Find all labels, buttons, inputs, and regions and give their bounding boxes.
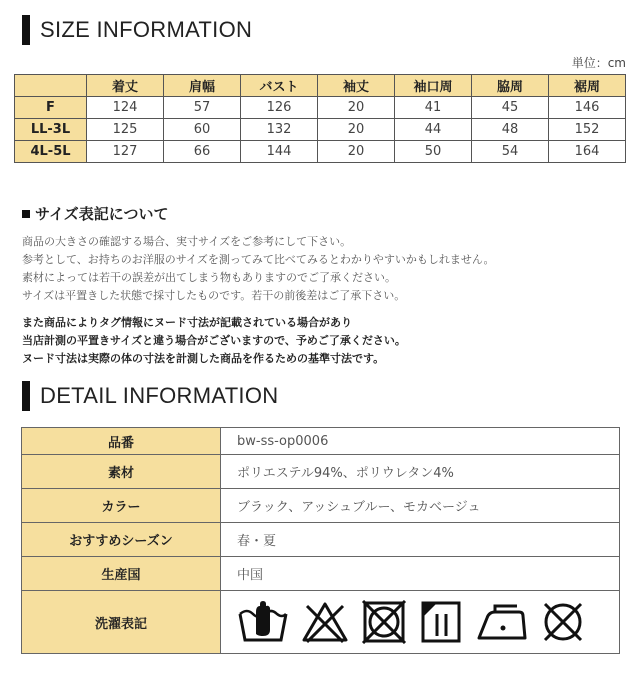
note-bold-line: また商品によりタグ情報にヌード寸法が記載されている場合があり	[22, 316, 352, 329]
square-bullet-icon	[22, 210, 30, 218]
size-cell: 144	[241, 141, 318, 163]
line-dry-shade-icon	[419, 600, 463, 644]
size-notes	[22, 233, 495, 305]
size-cell: 66	[164, 141, 241, 163]
detail-section-header	[22, 381, 278, 411]
detail-label: カラー	[22, 489, 221, 523]
size-notes-header	[22, 203, 169, 224]
no-bleach-icon	[301, 600, 349, 644]
size-header-cell	[15, 75, 87, 97]
detail-table	[21, 427, 620, 654]
size-header-cell: 袖口周	[395, 75, 472, 97]
detail-row-product-code	[22, 428, 620, 455]
size-notes-title: サイズ表記について	[35, 205, 169, 223]
detail-value: 中国	[221, 557, 620, 591]
size-header-cell: 裾周	[549, 75, 626, 97]
size-cell: 127	[87, 141, 164, 163]
detail-row-season	[22, 523, 620, 557]
size-row-ll-3l	[15, 119, 626, 141]
no-dry-clean-icon	[541, 600, 585, 644]
detail-label: おすすめシーズン	[22, 523, 221, 557]
hand-wash-icon	[237, 600, 289, 644]
size-cell: 54	[472, 141, 549, 163]
size-header-cell: 袖丈	[318, 75, 395, 97]
nude-size-notes	[22, 314, 406, 368]
note-line: 参考として、お持ちのお洋服のサイズを測ってみて比べてみるとわかりやすいかもしれません。	[22, 253, 495, 266]
size-cell: 20	[318, 141, 395, 163]
detail-label: 洗濯表記	[22, 591, 221, 654]
note-bold-line: 当店計測の平置きサイズと違う場合がございますので、予めご了承ください。	[22, 334, 406, 347]
size-row-f	[15, 97, 626, 119]
size-cell: 41	[395, 97, 472, 119]
size-cell: 132	[241, 119, 318, 141]
size-cell: 44	[395, 119, 472, 141]
size-cell: 48	[472, 119, 549, 141]
size-cell: 126	[241, 97, 318, 119]
detail-value: ブラック、アッシュブルー、モカベージュ	[221, 489, 620, 523]
size-section-header	[22, 15, 252, 45]
laundry-symbols	[221, 591, 620, 654]
detail-value: 春・夏	[221, 523, 620, 557]
detail-label: 品番	[22, 428, 221, 455]
note-line: 商品の大きさの確認する場合、実寸サイズをご参考にして下さい。	[22, 235, 352, 248]
note-line: サイズは平置きした状態で採寸したものです。若干の前後差はご了承下さい。	[22, 289, 406, 302]
size-row-4l-5l	[15, 141, 626, 163]
size-cell: 20	[318, 97, 395, 119]
detail-row-country	[22, 557, 620, 591]
size-cell: 146	[549, 97, 626, 119]
size-row-label: 4L-5L	[15, 141, 87, 163]
section-marker	[22, 15, 30, 45]
note-line: 素材によっては若干の誤差が出てしまう物もありますのでご了承ください。	[22, 271, 396, 284]
detail-label: 生産国	[22, 557, 221, 591]
size-header-cell: 肩幅	[164, 75, 241, 97]
size-header-cell: バスト	[241, 75, 318, 97]
size-section-title: SIZE INFORMATION	[40, 17, 253, 42]
size-cell: 20	[318, 119, 395, 141]
no-tumble-dry-icon	[361, 600, 407, 644]
detail-row-material	[22, 455, 620, 489]
size-table	[14, 74, 626, 163]
size-table-header-row	[15, 75, 626, 97]
size-cell: 45	[472, 97, 549, 119]
size-row-label: LL-3L	[15, 119, 87, 141]
size-cell: 125	[87, 119, 164, 141]
size-header-cell: 脇周	[472, 75, 549, 97]
size-cell: 152	[549, 119, 626, 141]
size-row-label: F	[15, 97, 87, 119]
note-bold-line: ヌード寸法は実際の体の寸法を計測した商品を作るための基準寸法です。	[22, 352, 385, 365]
section-marker	[22, 381, 30, 411]
size-cell: 164	[549, 141, 626, 163]
detail-row-color	[22, 489, 620, 523]
detail-value: bw-ss-op0006	[221, 428, 620, 455]
detail-row-laundry	[22, 591, 620, 654]
detail-section-title: DETAIL INFORMATION	[40, 383, 279, 408]
size-cell: 50	[395, 141, 472, 163]
detail-value: ポリエステル94%、ポリウレタン4%	[221, 455, 620, 489]
size-header-cell: 着丈	[87, 75, 164, 97]
iron-low-icon	[475, 600, 529, 644]
detail-label: 素材	[22, 455, 221, 489]
size-cell: 124	[87, 97, 164, 119]
unit-label: 単位：cm	[571, 56, 626, 70]
size-cell: 60	[164, 119, 241, 141]
size-cell: 57	[164, 97, 241, 119]
